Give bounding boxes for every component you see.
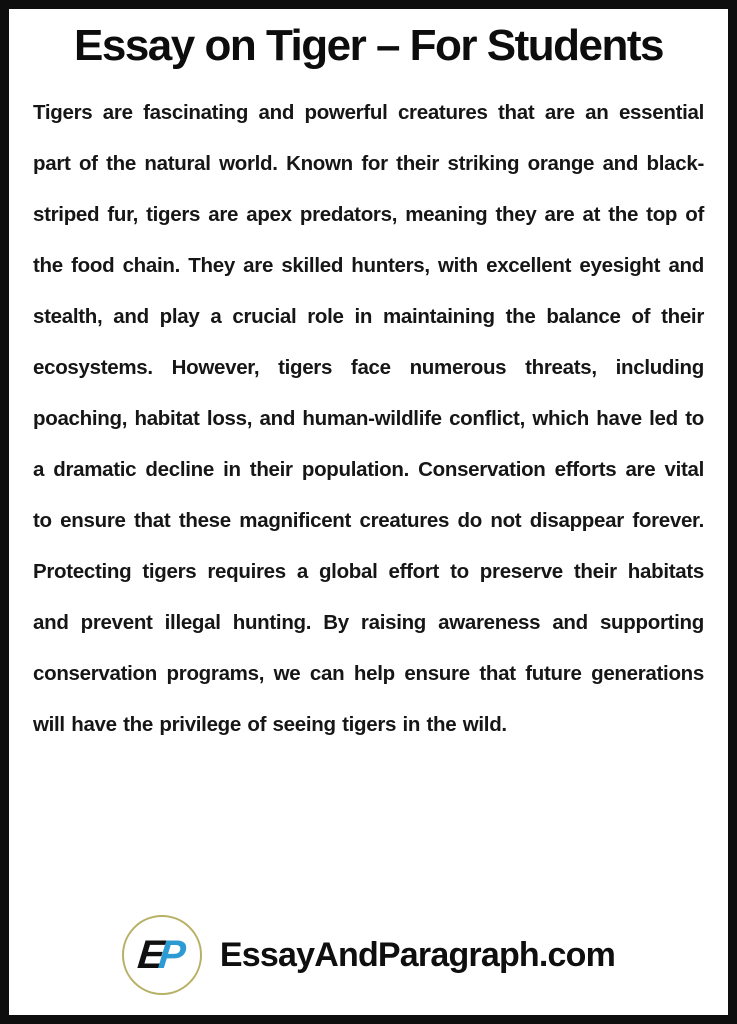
footer (33, 915, 704, 995)
essay-paragraph: Tigers are fascinating and powerful creatures that are an essential part of the natural world. Known for their striking orange and black-striped fur, tigers are apex predators, meaning they are at the top of the food chain. They are skilled hunters, with excellent eyesight and stealth, and play a crucial role in maintaining the balance of their ecosystems. However, tigers face numerous threats, including poaching, habitat loss, and human-wildlife conflict, which have led to a dramatic decline in their population. Conservation efforts are vital to ensure that these magnificent creatures do not disappear forever. Protecting tigers requires a global effort to preserve their habitats and prevent illegal hunting. By raising awareness and supporting conservation programs, we can help ensure that future generations will have the privilege of seeing tigers in the wild. (33, 101, 704, 737)
site-name: EssayAndParagraph.com (219, 935, 616, 974)
ep-logo-icon (122, 915, 202, 995)
logo-letters (136, 935, 188, 975)
logo-letter-p: P (156, 933, 182, 977)
logo-letter-e: E (135, 933, 162, 977)
page-title: Essay on Tiger – For Students (74, 21, 663, 70)
